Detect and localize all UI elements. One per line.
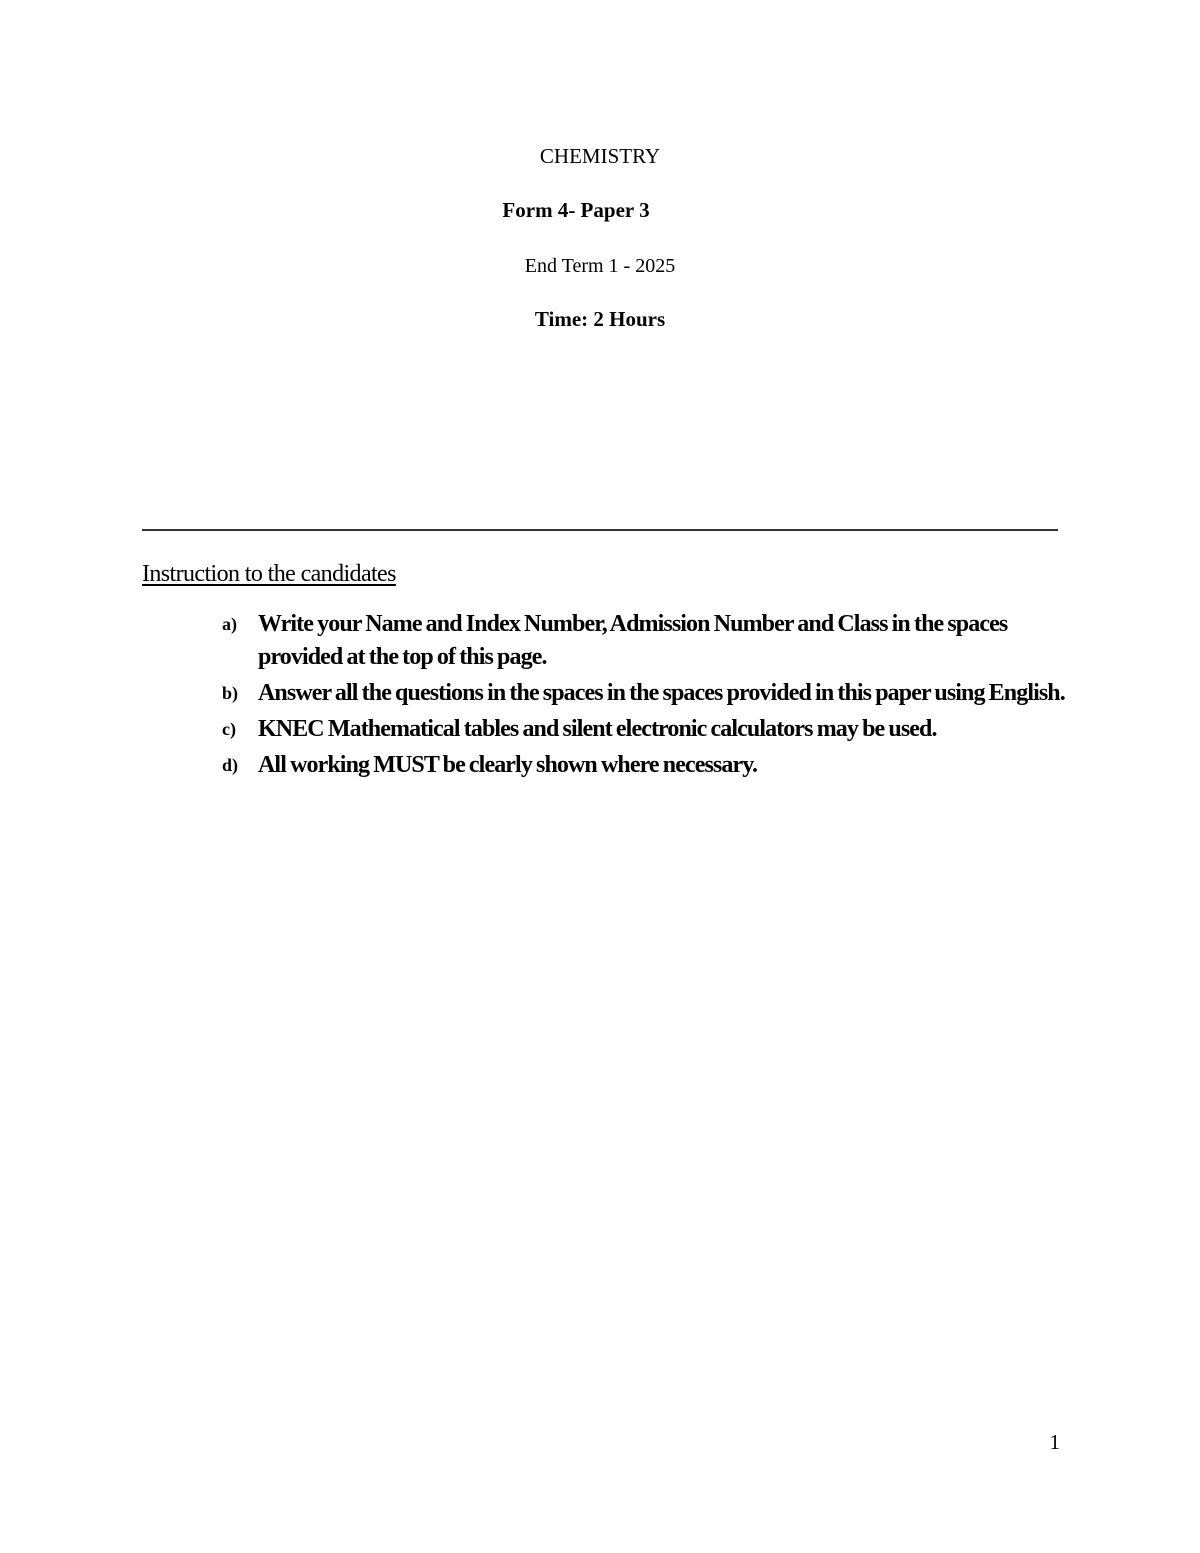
instruction-marker: a) xyxy=(222,614,237,634)
exam-duration-line xyxy=(0,307,1200,331)
instruction-marker: c) xyxy=(222,719,236,739)
instruction-text: KNEC Mathematical tables and silent electronic calculators may be used. xyxy=(258,716,937,742)
instructions-heading: Instruction to the candidates xyxy=(142,561,396,587)
instruction-item-d xyxy=(222,749,1072,782)
instruction-text: Answer all the questions in the spaces in the spaces provided in this paper using English. xyxy=(258,680,1065,706)
instruction-item-c xyxy=(222,713,1072,746)
instruction-item-a xyxy=(222,608,1072,674)
instruction-text: All working MUST be clearly shown where necessary. xyxy=(258,752,758,778)
instruction-item-b xyxy=(222,677,1072,710)
exam-duration-text: Time: 2 Hours xyxy=(534,307,666,331)
horizontal-divider xyxy=(142,529,1058,531)
instruction-marker: b) xyxy=(222,683,239,703)
instruction-text: Write your Name and Index Number, Admission Number and Class in the spaces provided at the top of this page. xyxy=(258,611,1008,670)
exam-term-line xyxy=(0,253,1200,278)
form-paper-text: Form 4- Paper 3 xyxy=(502,198,650,222)
instruction-marker: d) xyxy=(222,755,239,775)
subject-title-text: CHEMISTRY xyxy=(539,144,661,168)
page-number: 1 xyxy=(1049,1430,1060,1454)
subject-title xyxy=(0,144,1200,168)
form-paper-line xyxy=(0,198,1200,222)
instructions-list xyxy=(222,608,1072,785)
exam-term-text: End Term 1 - 2025 xyxy=(524,255,676,277)
